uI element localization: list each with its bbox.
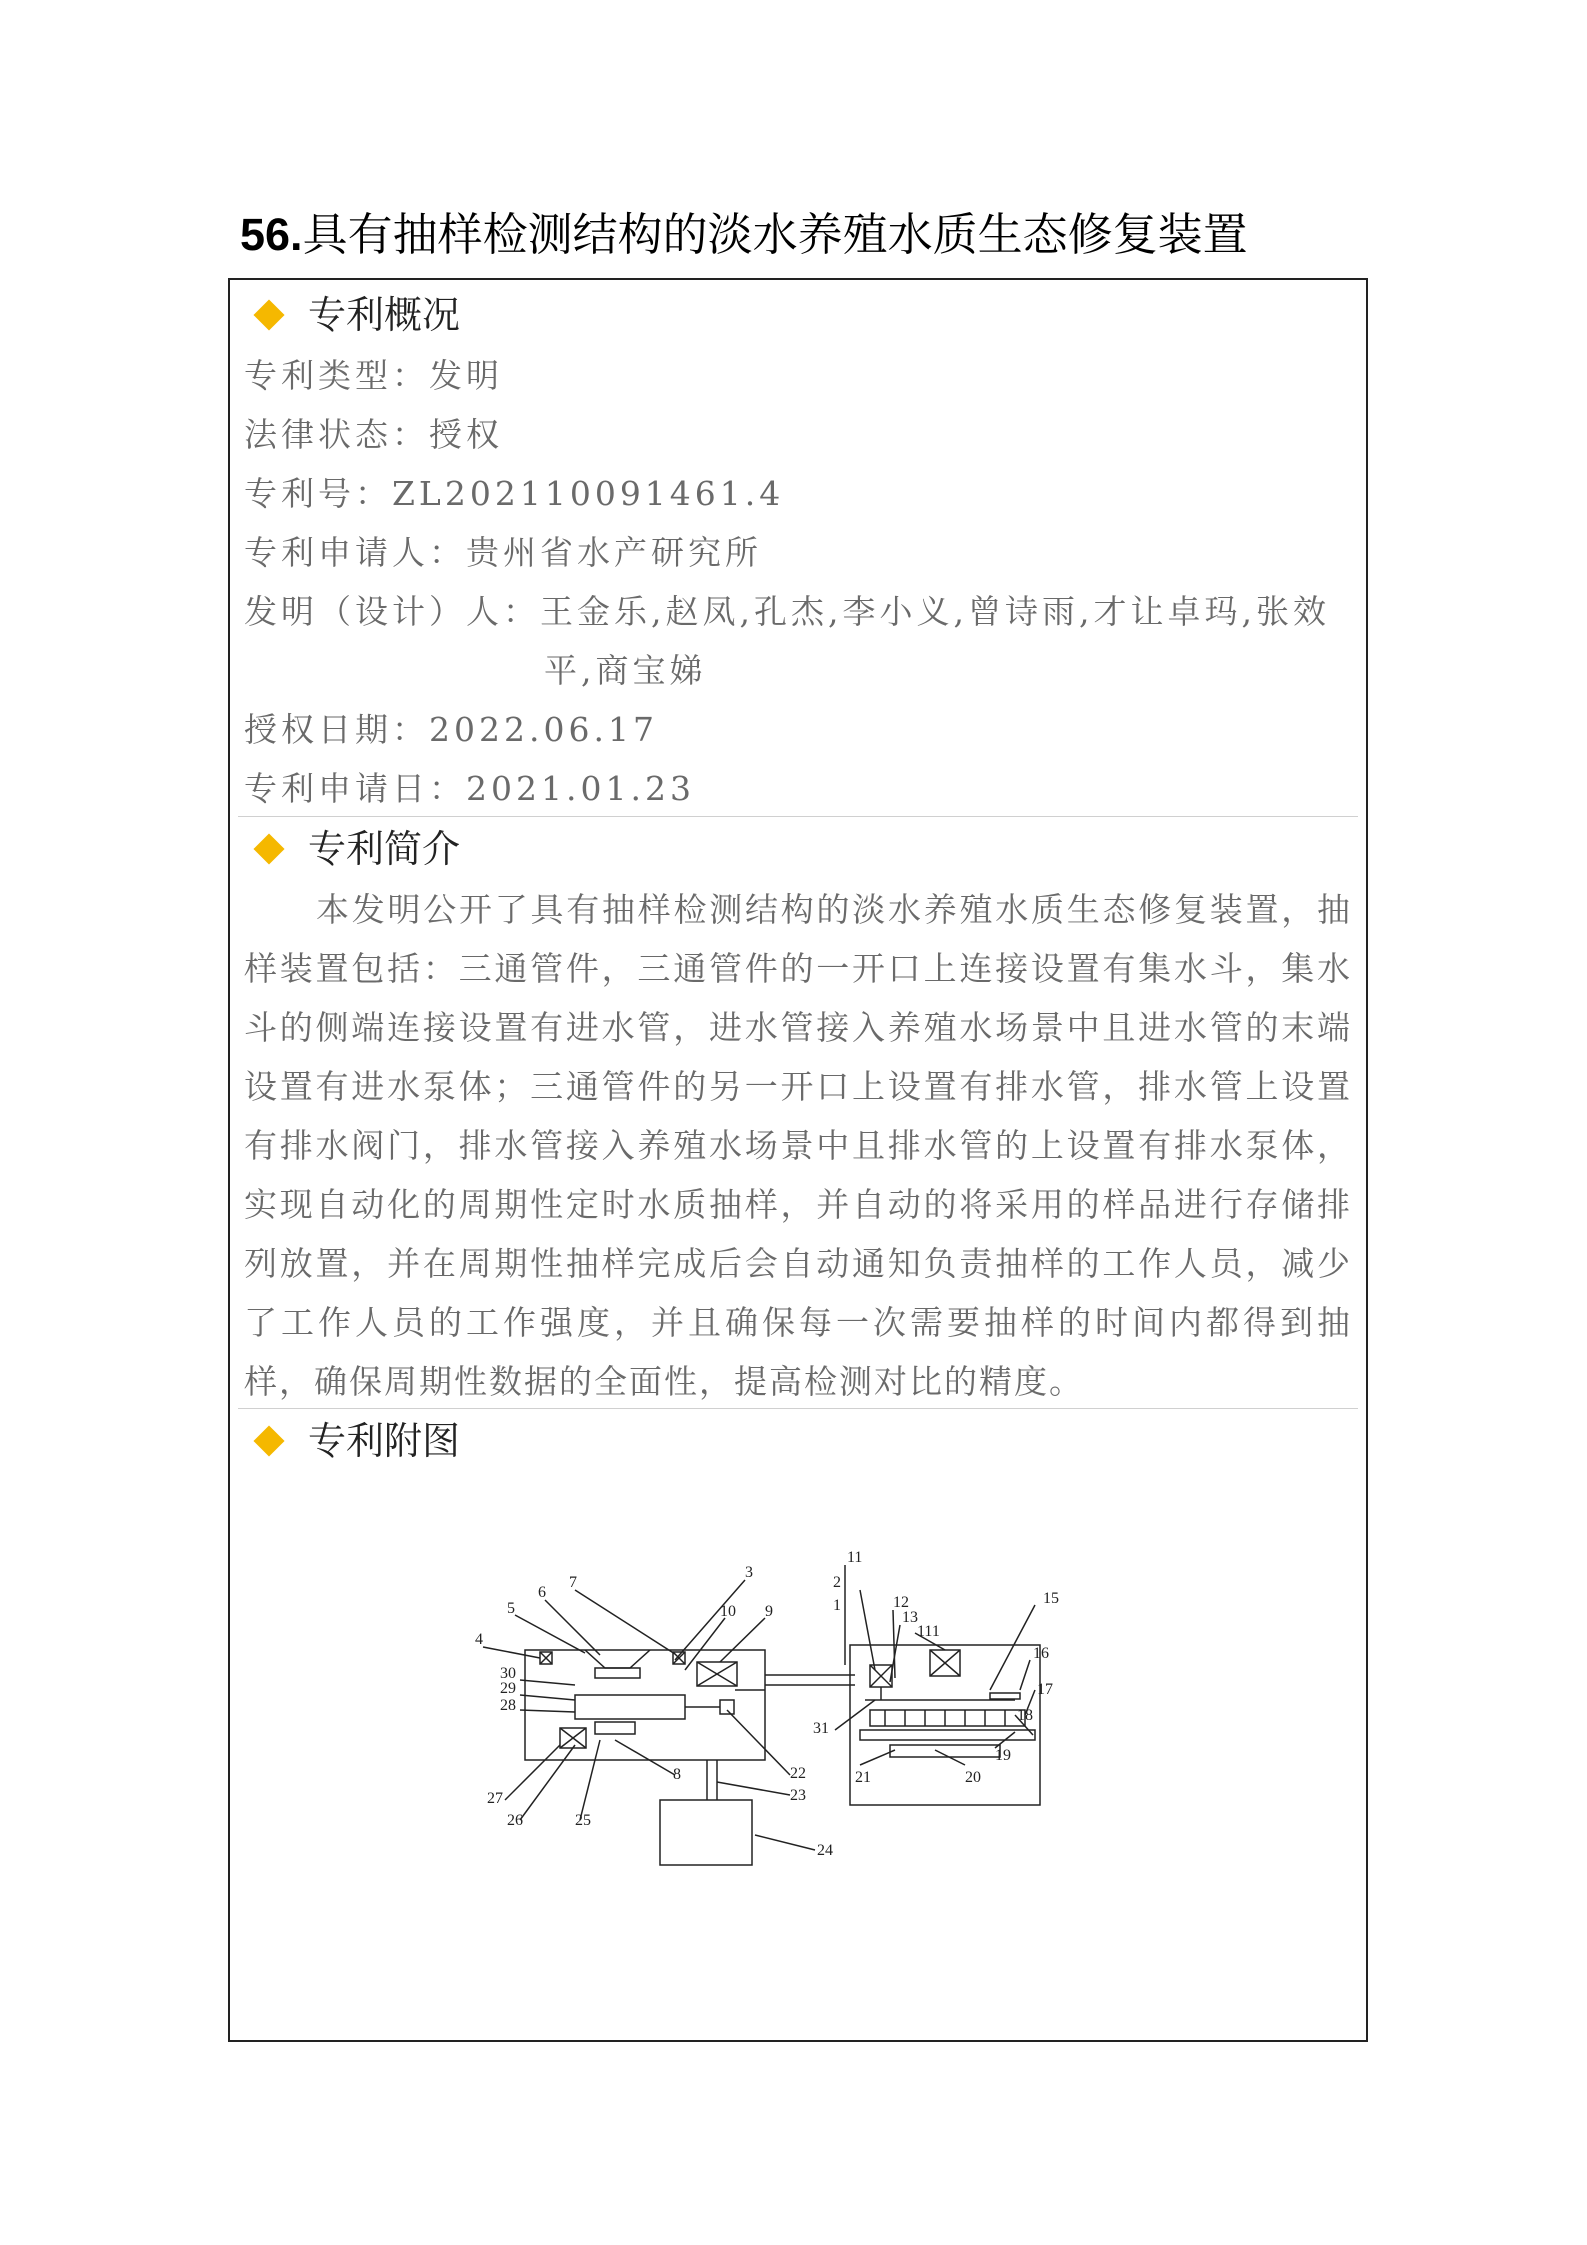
abstract-text: 本发明公开了具有抽样检测结构的淡水养殖水质生态修复装置，抽样装置包括：三通管件，三通管件的一开口上连接设置有集水斗，集水斗的侧端连接设置有进水管，进水管接入养殖水场景中且进水管的末端设置有进水泵体；三通管件的另一开口上设置有排水管，排水管上设置有排水阀门，排水管接入养殖水场景中且排水管的上设置有排水泵体，实现自动化的周期性定时水质抽样，并自动的将采用的样品进行存储排列放置，并在周期性抽样完成后会自动通知负责抽样的工作人员，减少了工作人员的工作强度，并且确保每一次需要抽样的时间内都得到抽样，确保周期性数据的全面性，提高检测对比的精度。 <box>244 890 1352 1401</box>
figure-label-30: 30 <box>500 1665 516 1682</box>
title-text: 具有抽样检测结构的淡水养殖水质生态修复装置 <box>302 208 1248 261</box>
patent-type-row <box>244 346 503 405</box>
diamond-bullet-icon <box>253 1425 284 1456</box>
sample-tray <box>870 1710 1025 1726</box>
patent-drawing <box>435 1550 1155 1910</box>
sample-cylinder <box>575 1695 685 1719</box>
grant-date-value: 2022.06.17 <box>429 710 658 749</box>
patent-type-label: 专利类型： <box>244 356 429 395</box>
applicant-value: 贵州省水产研究所 <box>466 533 762 572</box>
application-date-row <box>244 759 695 818</box>
figure-label-1: 1 <box>833 1597 841 1614</box>
figure-label-26: 26 <box>507 1812 523 1829</box>
applicant-row <box>244 523 762 582</box>
page-title <box>240 200 1248 270</box>
figure-label-23: 23 <box>790 1787 806 1804</box>
title-number: 56. <box>240 209 303 260</box>
figure-label-8: 8 <box>673 1766 681 1783</box>
figure-label-111: 111 <box>917 1623 940 1640</box>
figure-label-15: 15 <box>1043 1590 1059 1607</box>
application-date-label: 专利申请日： <box>244 769 466 808</box>
legal-status-row <box>244 405 503 464</box>
applicant-label: 专利申请人： <box>244 533 466 572</box>
figure-label-11: 11 <box>847 1550 863 1566</box>
patent-card <box>228 278 1368 2042</box>
figure-label-5: 5 <box>507 1600 515 1617</box>
figure-label-3: 3 <box>745 1564 753 1581</box>
figure-label-31: 31 <box>813 1720 829 1737</box>
figure-label-16: 16 <box>1033 1645 1049 1662</box>
drawing-heading-text: 专利附图 <box>308 1419 461 1463</box>
figure-label-18: 18 <box>1017 1707 1033 1724</box>
figure-label-9: 9 <box>765 1603 773 1620</box>
tank-24 <box>660 1800 752 1865</box>
figure-label-27: 27 <box>487 1790 503 1807</box>
inventor-names-line1: 王金乐,赵凤,孔杰,李小义,曾诗雨,才让卓玛,张效 <box>540 592 1330 631</box>
diamond-bullet-icon <box>253 833 284 864</box>
legal-status-value: 授权 <box>429 415 503 454</box>
figure-label-24: 24 <box>817 1842 833 1859</box>
patent-type-value: 发明 <box>429 356 503 395</box>
figure-label-20: 20 <box>965 1769 981 1786</box>
inventor-row <box>244 582 1330 641</box>
legal-status-label: 法律状态： <box>244 415 429 454</box>
application-date-value: 2021.01.23 <box>466 769 695 808</box>
figure-label-7: 7 <box>569 1574 577 1591</box>
figure-label-22: 22 <box>790 1765 806 1782</box>
figure-label-19: 19 <box>995 1747 1011 1764</box>
figure-label-6: 6 <box>538 1584 546 1601</box>
figure-label-25: 25 <box>575 1812 591 1829</box>
collecting-funnel <box>585 1650 650 1668</box>
patent-number-value: ZL202110091461.4 <box>392 474 785 513</box>
figure-label-13: 13 <box>902 1609 918 1626</box>
figure-label-17: 17 <box>1037 1681 1053 1698</box>
grant-date-row <box>244 700 658 759</box>
patent-number-label: 专利号： <box>244 474 392 513</box>
drawing-heading <box>244 1410 460 1472</box>
figure-label-10: 10 <box>720 1603 736 1620</box>
figure-label-2: 2 <box>833 1574 841 1591</box>
overview-heading-text: 专利概况 <box>308 293 461 337</box>
diamond-bullet-icon <box>253 299 284 330</box>
inventor-label: 发明（设计）人： <box>244 592 540 631</box>
divider <box>238 816 1358 817</box>
figure-label-4: 4 <box>475 1631 483 1648</box>
figure-label-12: 12 <box>893 1594 909 1611</box>
inventor-row-cont <box>544 641 707 700</box>
abstract-heading-text: 专利简介 <box>308 827 461 871</box>
overview-heading <box>244 284 460 346</box>
figure-label-29: 29 <box>500 1680 516 1697</box>
divider <box>238 1408 1358 1409</box>
grant-date-label: 授权日期： <box>244 710 429 749</box>
figure-label-21: 21 <box>855 1769 871 1786</box>
abstract-heading <box>244 818 460 880</box>
inventor-names-line2: 平,商宝娣 <box>544 651 707 690</box>
patent-number-row <box>244 464 784 523</box>
figure-label-28: 28 <box>500 1697 516 1714</box>
